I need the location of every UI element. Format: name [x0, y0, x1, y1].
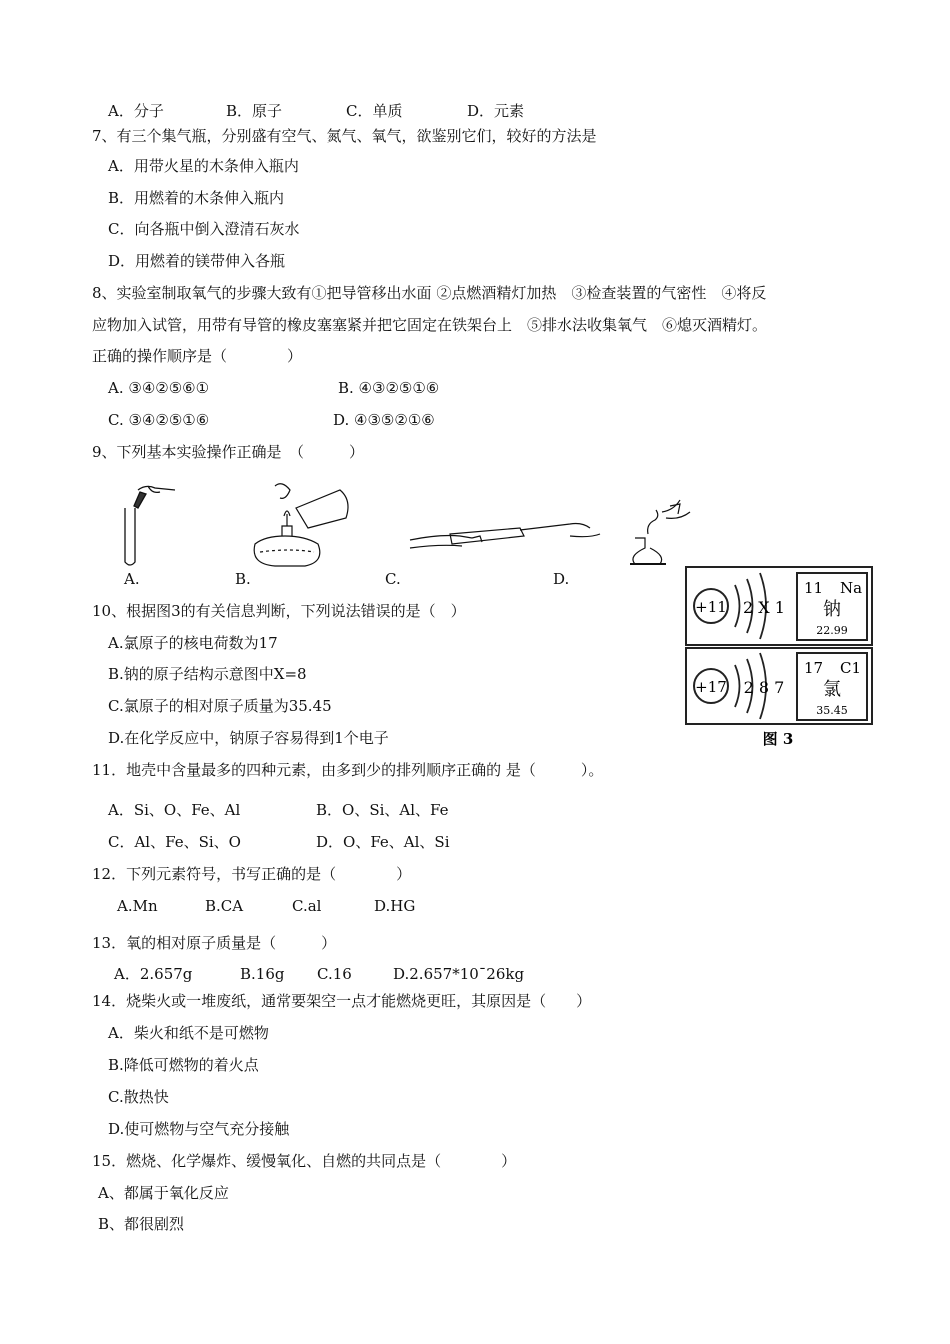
- q6-option-b: B．原子: [226, 102, 283, 120]
- q15-option-a: A、都属于氧化反应: [98, 1184, 229, 1202]
- q9-stem: 9、下列基本实验操作正确是 （ ）: [92, 443, 365, 461]
- na-symbol: Na: [840, 579, 863, 597]
- q7-option-b: B．用燃着的木条伸入瓶内: [108, 189, 285, 207]
- q11-stem: 11．地壳中含量最多的四种元素，由多到少的排列顺序正确的 是（ ）。: [92, 761, 604, 779]
- test-tube-icon: [125, 486, 175, 565]
- q7-option-d: D．用燃着的镁带伸入各瓶: [108, 252, 286, 270]
- q14-option-a: A．柴火和纸不是可燃物: [108, 1024, 269, 1042]
- q14-stem: 14．烧柴火或一堆废纸，通常要架空一点才能燃烧更旺，其原因是（ ）: [92, 992, 592, 1010]
- q8-option-b: B. ④③②⑤①⑥: [338, 379, 440, 397]
- q10-option-d: D.在化学反应中，钠原子容易得到1个电子: [108, 729, 389, 747]
- cl-symbol: C1: [840, 659, 862, 677]
- na-shells: 2 X 1: [743, 598, 785, 617]
- cl-mass: 35.45: [816, 704, 848, 717]
- q12-stem: 12．下列元素符号，书写正确的是（ ）: [92, 865, 412, 883]
- q9-label-c: C.: [385, 570, 401, 588]
- hands-tube-icon: [410, 524, 600, 549]
- q13-option-b: B.16g: [240, 965, 285, 983]
- q7-option-a: A．用带火星的木条伸入瓶内: [108, 157, 299, 175]
- q12-option-d: D.HG: [374, 897, 416, 915]
- q9-apparatus-figure: [100, 478, 700, 570]
- q9-label-a: A.: [124, 570, 140, 588]
- q13-option-c: C.16: [317, 965, 352, 983]
- q6-option-d: D．元素: [467, 102, 525, 120]
- na-number: 11: [804, 579, 824, 597]
- q10-option-a: A.氯原子的核电荷数为17: [108, 634, 278, 652]
- q10-option-c: C.氯原子的相对原子质量为35.45: [108, 697, 332, 715]
- figure-caption: 图 3: [762, 730, 794, 748]
- q12-option-b: B.CA: [205, 897, 244, 915]
- q11-option-a: A．Si、O、Fe、Al: [108, 801, 241, 819]
- q6-option-c: C．单质: [346, 102, 403, 120]
- q13-stem: 13．氧的相对原子质量是（ ）: [92, 934, 337, 952]
- q10-option-b: B.钠的原子结构示意图中X=8: [108, 665, 307, 683]
- figure-3: [680, 565, 875, 750]
- cl-name: 氯: [823, 679, 841, 700]
- q10-stem: 10、根据图3的有关信息判断，下列说法错误的是（ ）: [92, 602, 466, 620]
- q7-option-c: C．向各瓶中倒入澄清石灰水: [108, 220, 300, 238]
- q8-option-d: D. ④③⑤②①⑥: [333, 411, 435, 429]
- q8-stem-line2: 应物加入试管，用带有导管的橡皮塞塞紧并把它固定在铁架台上 ⑤排水法收集氧气 ⑥熄灭酒精灯。: [92, 316, 768, 334]
- q11-option-d: D．O、Fe、Al、Si: [316, 833, 450, 851]
- cl-shells: 2 8 7: [743, 678, 785, 697]
- na-nucleus: +11: [695, 598, 727, 616]
- q8-option-c: C. ③④②⑤①⑥: [108, 411, 210, 429]
- q6-option-a: A．分子: [108, 102, 164, 120]
- q14-option-d: D.使可燃物与空气充分接触: [108, 1120, 290, 1138]
- q7-stem: 7、有三个集气瓶，分别盛有空气、氮气、氧气，欲鉴别它们，较好的方法是: [92, 127, 597, 145]
- q12-option-a: A.Mn: [117, 897, 158, 915]
- q9-label-b: B.: [235, 570, 251, 588]
- q14-option-c: C.散热快: [108, 1088, 169, 1106]
- q12-option-c: C.al: [292, 897, 322, 915]
- q8-stem-line3: 正确的操作顺序是（ ）: [92, 347, 303, 365]
- smelling-gas-icon: [630, 500, 690, 564]
- q13-option-a: A．2.657g: [114, 965, 193, 983]
- na-name: 钠: [823, 599, 841, 620]
- q15-option-b: B、都很剧烈: [98, 1215, 185, 1233]
- cl-number: 17: [804, 659, 824, 677]
- q9-label-d: D.: [553, 570, 570, 588]
- q8-stem-line1: 8、实验室制取氧气的步骤大致有①把导管移出水面 ②点燃酒精灯加热 ③检查装置的气密性 ④将反: [92, 284, 767, 302]
- alcohol-lamp-icon: [254, 484, 348, 566]
- q11-option-c: C．Al、Fe、Si、O: [108, 833, 241, 851]
- q14-option-b: B.降低可燃物的着火点: [108, 1056, 259, 1074]
- q11-option-b: B．O、Si、Al、Fe: [316, 801, 449, 819]
- q15-stem: 15．燃烧、化学爆炸、缓慢氧化、自燃的共同点是（ ）: [92, 1152, 517, 1170]
- q13-option-d: D.2.657*10ˉ26kg: [393, 965, 525, 983]
- q8-option-a: A. ③④②⑤⑥①: [108, 379, 210, 397]
- cl-nucleus: +17: [695, 678, 727, 696]
- na-mass: 22.99: [816, 624, 848, 637]
